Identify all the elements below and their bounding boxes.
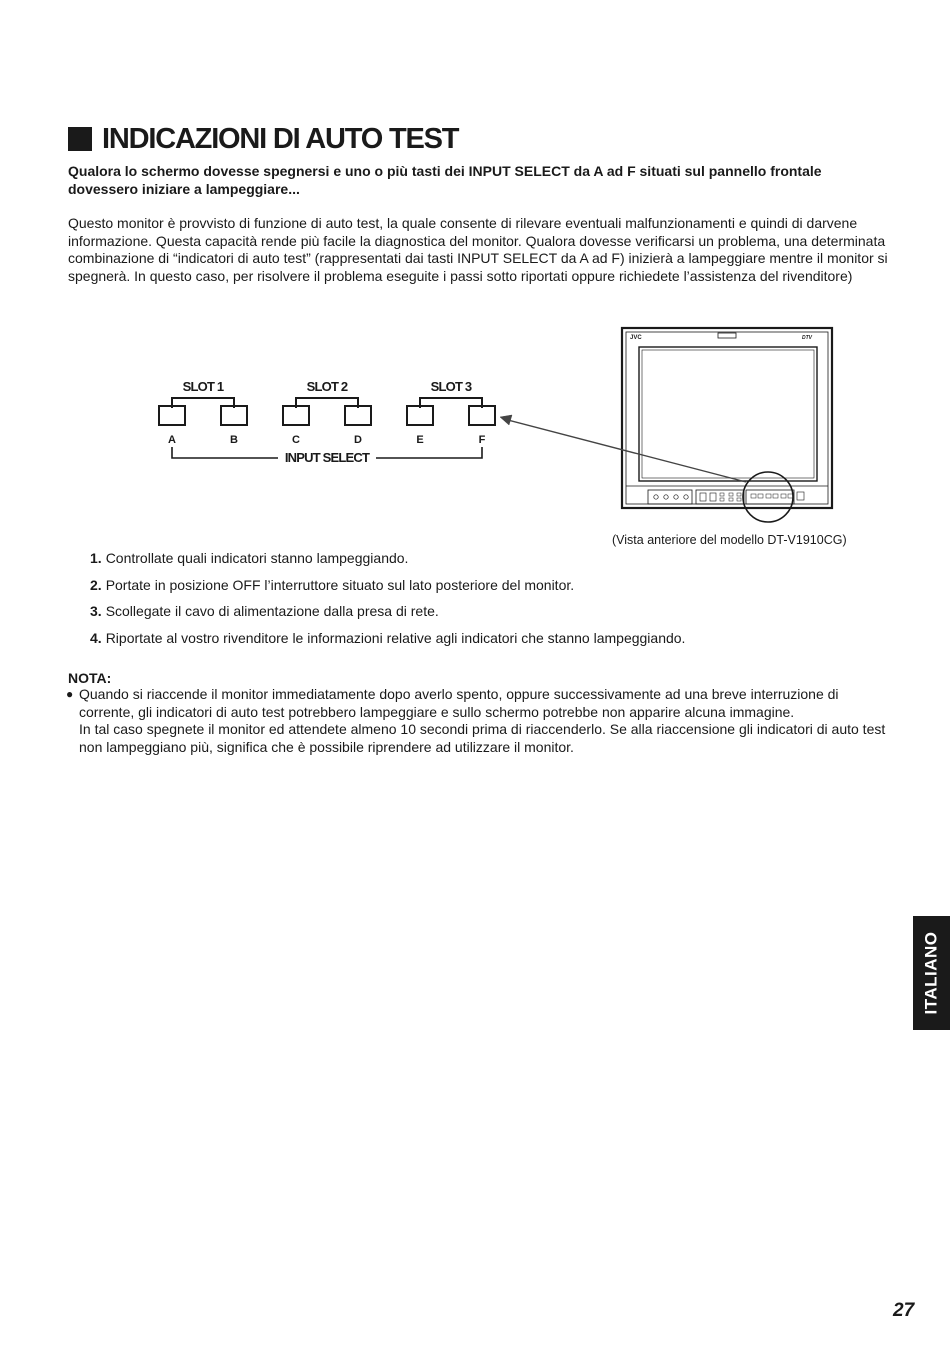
note-title: NOTA: <box>68 670 112 686</box>
step-number: 4. <box>90 629 102 646</box>
key-c-label: C <box>292 434 300 446</box>
list-item <box>90 629 685 656</box>
note-text <box>79 686 896 757</box>
highlight-circle <box>743 472 793 522</box>
step-number: 2. <box>90 576 102 593</box>
steps-list <box>90 549 685 655</box>
key-b-label: B <box>230 434 238 446</box>
step-text: Scollegate il cavo di alimentazione dalla presa di rete. <box>105 603 439 619</box>
monitor-input-select-group <box>746 490 794 504</box>
step-text: Controllate quali indicatori stanno lampeggiando. <box>105 550 409 566</box>
step-number: 3. <box>90 603 102 619</box>
note-line-1: Quando si riaccende il monitor immediatamente dopo averlo spento, oppure successivamente ad una breve interruzione di corrente, gli indicatori di auto test potrebbero lampeggiare e sullo schermo potrebbe non apparire alcuna immagine. <box>79 686 839 720</box>
input-select-bracket-right <box>376 447 482 458</box>
monitor-knob-group <box>648 490 692 504</box>
slot-3-label: SLOT 3 <box>430 379 472 394</box>
key-a-button <box>159 406 185 425</box>
monitor-front-view <box>622 328 832 522</box>
page-number: 27 <box>893 1300 915 1321</box>
step-text: Riportate al vostro rivenditore le informazioni relative agli indicatori che stanno lampeggiando. <box>105 629 686 646</box>
subtitle: Qualora lo schermo dovesse spegnersi e uno o più tasti dei INPUT SELECT da A ad F situati sul pannello frontale dovessero iniziare a lampeggiare... <box>68 163 822 197</box>
page-title: INDICAZIONI DI AUTO TEST <box>102 123 459 155</box>
key-f-label: F <box>478 434 486 446</box>
bullet-icon: ● <box>66 687 74 701</box>
language-tab <box>913 916 950 1030</box>
key-b-button <box>221 406 247 425</box>
key-f-button <box>469 406 495 425</box>
step-number: 1. <box>90 550 102 566</box>
figure-caption: (Vista anteriore del modello DT-V1910CG) <box>612 533 847 547</box>
note-body <box>66 686 896 757</box>
step-text: Portate in posizione OFF l’interruttore situato sul lato posteriore del monitor. <box>105 576 575 593</box>
slot-1-label: SLOT 1 <box>182 379 224 394</box>
input-select-diagram <box>0 0 950 560</box>
monitor-indicator-slot <box>718 333 736 338</box>
input-select-label: INPUT SELECT <box>284 450 370 465</box>
language-tab-label: ITALIANO <box>921 931 941 1015</box>
key-e-label: E <box>416 434 424 446</box>
key-e-button <box>407 406 433 425</box>
intro-paragraph: Questo monitor è provvisto di funzione di auto test, la quale consente di rilevare eventuali malfunzionamenti e quindi di darvene informazione. Questa capacità rende più facile la diagnostica del monitor. Qualora dovesse verificarsi un problema, una determinata combinazione di “indicatori di auto test” (rappresentati dai tasti INPUT SELECT da A ad F) inizierà a lampeggiare mentre il monitor si spegnerà. In questo caso, per risolvere il problema eseguite i passi sotto riportati oppure richiedete l’assistenza del rivenditore) <box>68 215 888 284</box>
key-c-button <box>283 406 309 425</box>
list-item <box>90 602 685 629</box>
monitor-brand-logo: JVC <box>630 335 642 341</box>
list-item <box>90 549 685 576</box>
monitor-power-button <box>797 492 804 500</box>
list-item <box>90 576 685 603</box>
key-d-label: D <box>354 434 362 446</box>
key-a-label: A <box>168 434 176 446</box>
monitor-button-group <box>696 490 744 504</box>
monitor-model-badge: DTV <box>802 335 812 341</box>
input-select-bracket-left <box>172 447 278 458</box>
slot-2-label: SLOT 2 <box>306 379 348 394</box>
note-line-2: In tal caso spegnete il monitor ed attendete almeno 10 secondi prima di riaccenderlo. Se alla riaccensione gli indicatori di auto test non lampeggiano più, significa che è possibile riprendere ad utilizzare il monitor. <box>79 721 886 756</box>
key-d-button <box>345 406 371 425</box>
